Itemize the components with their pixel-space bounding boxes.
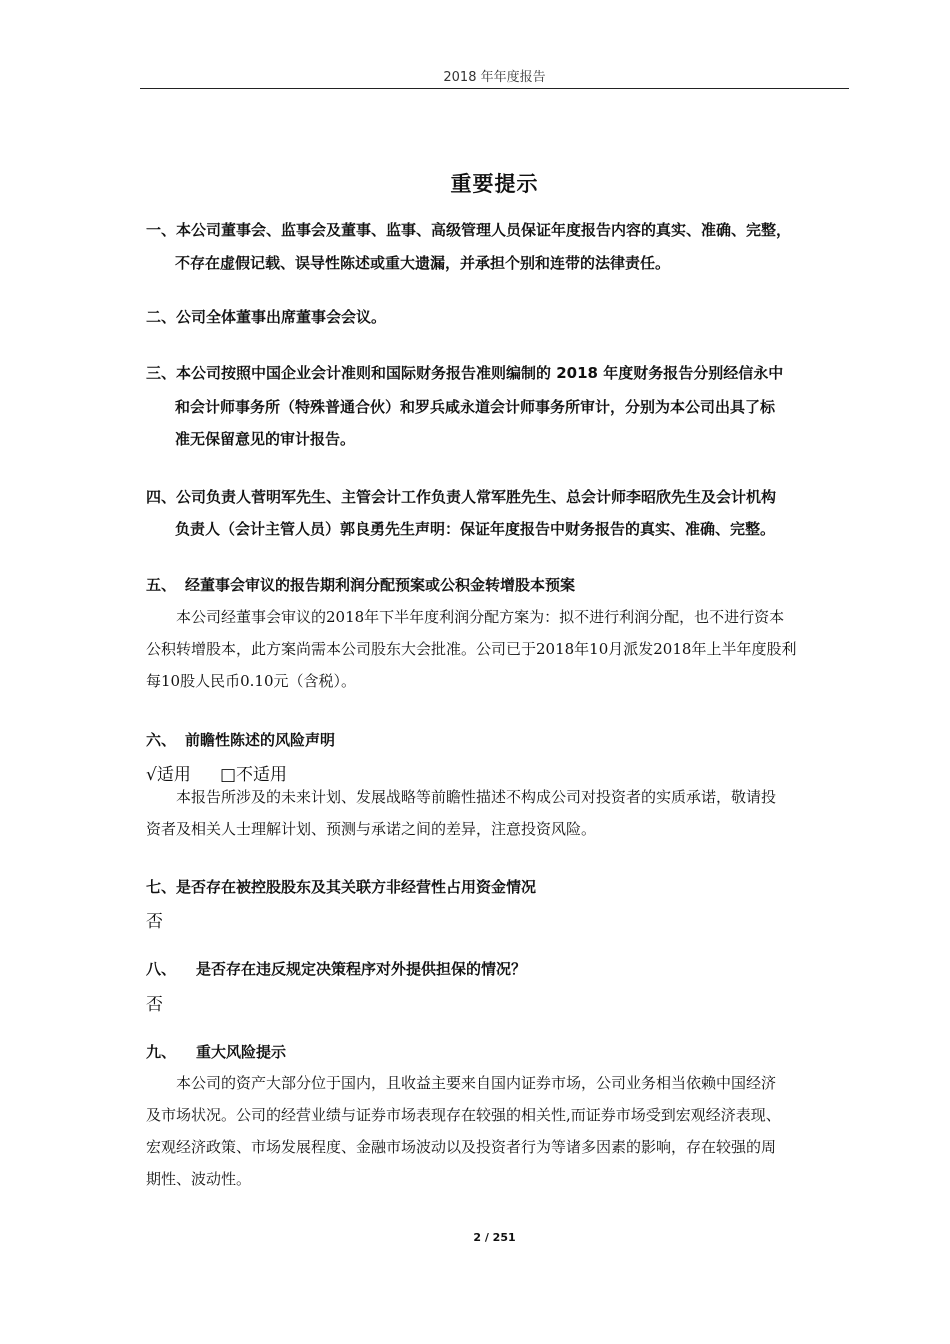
section-6-paragraph-line-2: 资者及相关人士理解计划、预测与承诺之间的差异，注意投资风险。 bbox=[146, 820, 597, 838]
section-2-line-1: 二、公司全体董事出席董事会会议。 bbox=[146, 308, 387, 326]
applicable-option: √适用 bbox=[146, 765, 191, 785]
page-number: 2 / 251 bbox=[473, 1231, 516, 1244]
section-9-paragraph-line-4: 期性、波动性。 bbox=[146, 1170, 252, 1188]
section-4-line-1: 四、公司负责人菅明军先生、主管会计工作负责人常军胜先生、总会计师李昭欣先生及会计机构 bbox=[146, 488, 777, 506]
section-8-heading: 是否存在违反规定决策程序对外提供担保的情况？ bbox=[196, 960, 527, 978]
section-7-answer: 否 bbox=[146, 912, 163, 932]
section-5-paragraph-line-2: 公积转增股本，此方案尚需本公司股东大会批准。公司已于2018年10月派发2018年上半年度股利 bbox=[146, 640, 797, 658]
section-6-number: 六、 bbox=[146, 731, 177, 749]
not-applicable-option: □不适用 bbox=[220, 765, 288, 785]
section-5-paragraph-line-3: 每10股人民币0.10元（含税）。 bbox=[146, 672, 356, 690]
section-1-line-2: 不存在虚假记载、误导性陈述或重大遗漏，并承担个别和连带的法律责任。 bbox=[175, 254, 671, 272]
section-6-heading: 前瞻性陈述的风险声明 bbox=[185, 731, 336, 749]
section-5-paragraph-line-1: 本公司经董事会审议的2018年下半年度利润分配方案为：拟不进行利润分配，也不进行资本 bbox=[176, 608, 785, 626]
section-9-paragraph-line-2: 及市场状况。公司的经营业绩与证券市场表现存在较强的相关性,而证券市场受到宏观经济表现、 bbox=[146, 1106, 781, 1124]
section-9-heading: 重大风险提示 bbox=[196, 1043, 287, 1061]
section-3-line-3: 准无保留意见的审计报告。 bbox=[175, 430, 356, 448]
section-9-paragraph-line-3: 宏观经济政策、市场发展程度、金融市场波动以及投资者行为等诸多因素的影响，存在较强的周 bbox=[146, 1138, 777, 1156]
section-3-line-2: 和会计师事务所（特殊普通合伙）和罗兵咸永道会计师事务所审计，分别为本公司出具了标 bbox=[175, 398, 776, 416]
section-5-heading: 经董事会审议的报告期利润分配预案或公积金转增股本预案 bbox=[185, 576, 576, 594]
section-6-paragraph-line-1: 本报告所涉及的未来计划、发展战略等前瞻性描述不构成公司对投资者的实质承诺，敬请投 bbox=[176, 788, 777, 806]
section-5-number: 五、 bbox=[146, 576, 177, 594]
header-divider bbox=[140, 88, 849, 89]
section-7-heading: 七、是否存在被控股股东及其关联方非经营性占用资金情况 bbox=[146, 878, 537, 896]
section-8-answer: 否 bbox=[146, 995, 163, 1015]
section-1-line-1: 一、本公司董事会、监事会及董事、监事、高级管理人员保证年度报告内容的真实、准确、完整， bbox=[146, 221, 792, 239]
page-title: 重要提示 bbox=[450, 172, 539, 196]
section-9-number: 九、 bbox=[146, 1043, 177, 1061]
section-9-paragraph-line-1: 本公司的资产大部分位于国内，且收益主要来自国内证券市场，公司业务相当依赖中国经济 bbox=[176, 1074, 777, 1092]
running-header: 2018 年年度报告 bbox=[443, 70, 546, 85]
section-4-line-2: 负责人（会计主管人员）郭良勇先生声明：保证年度报告中财务报告的真实、准确、完整。 bbox=[175, 520, 776, 538]
section-8-number: 八、 bbox=[146, 960, 177, 978]
section-3-line-1: 三、本公司按照中国企业会计准则和国际财务报告准则编制的 2018 年度财务报告分别经信永中 bbox=[146, 364, 784, 382]
